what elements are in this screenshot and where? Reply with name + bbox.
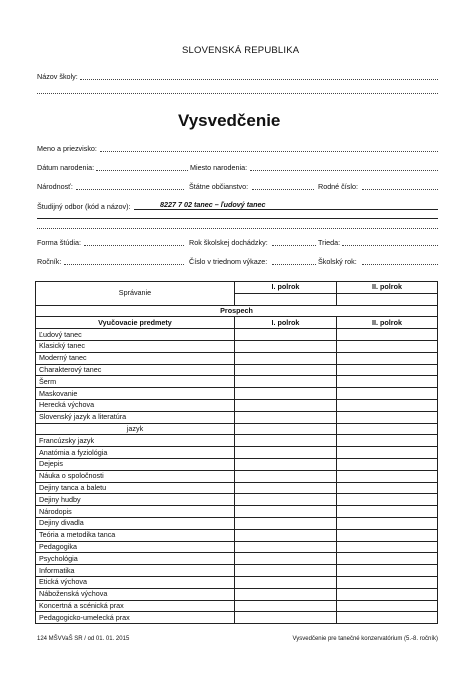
subject-half1-grade[interactable]	[234, 376, 336, 388]
study-form-label: Forma štúdia:	[37, 238, 81, 247]
behavior-half2-cell[interactable]	[336, 293, 437, 305]
subject-row	[36, 458, 438, 470]
subject-name: Anatómia a fyziológia	[36, 447, 235, 459]
subject-half2-grade[interactable]	[336, 470, 437, 482]
subject-half1-grade[interactable]	[234, 364, 336, 376]
subject-row	[36, 329, 438, 341]
subject-name: Náboženská výchova	[36, 588, 235, 600]
subjects-half1-header: I. polrok	[234, 317, 336, 329]
subject-half2-grade[interactable]	[336, 447, 437, 459]
subject-half1-grade[interactable]	[234, 588, 336, 600]
subject-half1-grade[interactable]	[234, 482, 336, 494]
subject-name: Národopis	[36, 506, 235, 518]
subject-half2-grade[interactable]	[336, 612, 437, 624]
subject-half1-grade[interactable]	[234, 411, 336, 423]
subject-row	[36, 506, 438, 518]
school-year-field[interactable]	[362, 257, 438, 265]
subject-half1-grade[interactable]	[234, 447, 336, 459]
subject-row	[36, 447, 438, 459]
subject-half1-grade[interactable]	[234, 494, 336, 506]
grade-label: Ročník:	[37, 257, 62, 266]
subject-row	[36, 411, 438, 423]
subject-half2-grade[interactable]	[336, 541, 437, 553]
subject-half2-grade[interactable]	[336, 553, 437, 565]
subject-row	[36, 529, 438, 541]
subject-half1-grade[interactable]	[234, 352, 336, 364]
class-label: Trieda:	[318, 238, 341, 247]
subject-half2-grade[interactable]	[336, 482, 437, 494]
subjects-half2-header: II. polrok	[336, 317, 437, 329]
school-name-label: Názov školy:	[37, 72, 78, 81]
subject-half1-grade[interactable]	[234, 423, 336, 435]
subject-half1-grade[interactable]	[234, 541, 336, 553]
nationality-label: Národnosť:	[37, 182, 73, 191]
subject-row	[36, 541, 438, 553]
subject-half1-grade[interactable]	[234, 340, 336, 352]
subject-name: Pedagogika	[36, 541, 235, 553]
birth-place-field[interactable]	[250, 163, 438, 171]
subject-half2-grade[interactable]	[336, 340, 437, 352]
behavior-half1-cell[interactable]	[234, 293, 336, 305]
document-title: Vysvedčenie	[178, 111, 281, 130]
subject-half2-grade[interactable]	[336, 352, 437, 364]
subject-half1-grade[interactable]	[234, 329, 336, 341]
subject-name: Moderný tanec	[36, 352, 235, 364]
name-label: Meno a priezvisko:	[37, 144, 97, 153]
subject-half2-grade[interactable]	[336, 423, 437, 435]
behavior-label: Správanie	[36, 282, 235, 306]
subject-name: Informatika	[36, 565, 235, 577]
subject-half1-grade[interactable]	[234, 529, 336, 541]
subject-row	[36, 352, 438, 364]
subject-half1-grade[interactable]	[234, 470, 336, 482]
subject-half2-grade[interactable]	[336, 588, 437, 600]
subject-name: Dejiny divadla	[36, 517, 235, 529]
citizenship-label: Štátne občianstvo:	[189, 182, 249, 191]
subject-row	[36, 435, 438, 447]
subject-half2-grade[interactable]	[336, 399, 437, 411]
subject-name: Klasický tanec	[36, 340, 235, 352]
citizenship-field[interactable]	[252, 182, 314, 190]
birth-place-label: Miesto narodenia:	[190, 163, 248, 172]
country-heading: SLOVENSKÁ REPUBLIKA	[182, 45, 300, 56]
class-register-field[interactable]	[272, 257, 316, 265]
prospech-heading: Prospech	[36, 305, 438, 317]
behavior-header-row	[36, 282, 438, 294]
subject-half2-grade[interactable]	[336, 506, 437, 518]
subject-name: Maskovanie	[36, 388, 235, 400]
subject-row	[36, 340, 438, 352]
subjects-header-row	[36, 317, 438, 329]
subject-half1-grade[interactable]	[234, 517, 336, 529]
study-field-label: Študijný odbor (kód a názov):	[37, 202, 131, 211]
birth-number-label: Rodné číslo:	[318, 182, 358, 191]
subject-name: Náuka o spoločnosti	[36, 470, 235, 482]
subject-half2-grade[interactable]	[336, 435, 437, 447]
subject-row	[36, 388, 438, 400]
subject-row	[36, 364, 438, 376]
subject-row	[36, 565, 438, 577]
footer-form-code: 124 MŠVVaŠ SR / od 01. 01. 2015	[37, 636, 130, 642]
subject-half1-grade[interactable]	[234, 388, 336, 400]
study-form-field[interactable]	[84, 238, 184, 246]
birth-date-field[interactable]	[96, 163, 188, 171]
subject-half2-grade[interactable]	[336, 388, 437, 400]
school-name-field-line2[interactable]	[37, 86, 438, 94]
subject-half2-grade[interactable]	[336, 494, 437, 506]
half1-header: I. polrok	[234, 282, 336, 294]
study-field-value: 8227 7 02 tanec – ľudový tanec	[160, 200, 266, 209]
subject-row	[36, 423, 438, 435]
nationality-field[interactable]	[76, 182, 184, 190]
grades-table	[35, 281, 438, 624]
subject-row	[36, 553, 438, 565]
subject-row	[36, 399, 438, 411]
attendance-year-label: Rok školskej dochádzky:	[189, 238, 268, 247]
subject-row	[36, 482, 438, 494]
subject-row	[36, 517, 438, 529]
subject-name: Šerm	[36, 376, 235, 388]
subject-name: Etická výchova	[36, 576, 235, 588]
subject-name: Charakterový tanec	[36, 364, 235, 376]
subject-half1-grade[interactable]	[234, 600, 336, 612]
subject-half2-grade[interactable]	[336, 376, 437, 388]
subject-name: jazyk	[36, 423, 235, 435]
school-year-label: Školský rok:	[318, 257, 357, 266]
subject-half2-grade[interactable]	[336, 329, 437, 341]
footer-form-title: Vysvedčenie pre tanečné konzervatórium (5.-8. ročník)	[292, 636, 438, 642]
prospech-row	[36, 305, 438, 317]
subject-half1-grade[interactable]	[234, 553, 336, 565]
subject-half2-grade[interactable]	[336, 517, 437, 529]
subject-row	[36, 376, 438, 388]
half2-header: II. polrok	[336, 282, 437, 294]
subject-half1-grade[interactable]	[234, 399, 336, 411]
study-field-line3[interactable]	[37, 221, 438, 229]
subject-half1-grade[interactable]	[234, 458, 336, 470]
subject-row	[36, 588, 438, 600]
subject-half1-grade[interactable]	[234, 612, 336, 624]
subject-name: Psychológia	[36, 553, 235, 565]
subject-name: Teória a metodika tanca	[36, 529, 235, 541]
subject-half2-grade[interactable]	[336, 458, 437, 470]
subject-name: Pedagogicko-umelecká prax	[36, 612, 235, 624]
subject-half2-grade[interactable]	[336, 600, 437, 612]
school-name-field[interactable]	[80, 72, 438, 80]
class-field[interactable]	[342, 238, 438, 246]
subject-half1-grade[interactable]	[234, 506, 336, 518]
subject-name: Slovenský jazyk a literatúra	[36, 411, 235, 423]
class-register-label: Číslo v triednom výkaze:	[189, 257, 268, 266]
subject-name: Dejiny tanca a baletu	[36, 482, 235, 494]
subject-name: Dejepis	[36, 458, 235, 470]
subject-name: Francúzsky jazyk	[36, 435, 235, 447]
subject-name: Dejiny hudby	[36, 494, 235, 506]
subject-name: Herecká výchova	[36, 399, 235, 411]
grade-field[interactable]	[64, 257, 184, 265]
study-field-line[interactable]	[134, 209, 438, 210]
subject-row	[36, 494, 438, 506]
subject-half2-grade[interactable]	[336, 411, 437, 423]
subject-name: Ľudový tanec	[36, 329, 235, 341]
attendance-year-field[interactable]	[272, 238, 316, 246]
subject-half1-grade[interactable]	[234, 576, 336, 588]
subject-row	[36, 600, 438, 612]
subject-half2-grade[interactable]	[336, 529, 437, 541]
subject-half1-grade[interactable]	[234, 435, 336, 447]
subjects-header: Vyučovacie predmety	[36, 317, 235, 329]
subject-row	[36, 612, 438, 624]
subject-row	[36, 576, 438, 588]
subject-row	[36, 470, 438, 482]
subject-name: Koncertná a scénická prax	[36, 600, 235, 612]
birth-number-field[interactable]	[362, 182, 438, 190]
subject-half2-grade[interactable]	[336, 576, 437, 588]
name-field[interactable]	[100, 144, 438, 152]
birth-date-label: Dátum narodenia:	[37, 163, 95, 172]
subject-half2-grade[interactable]	[336, 565, 437, 577]
study-field-line2[interactable]	[37, 218, 438, 219]
subject-half2-grade[interactable]	[336, 364, 437, 376]
subject-half1-grade[interactable]	[234, 565, 336, 577]
